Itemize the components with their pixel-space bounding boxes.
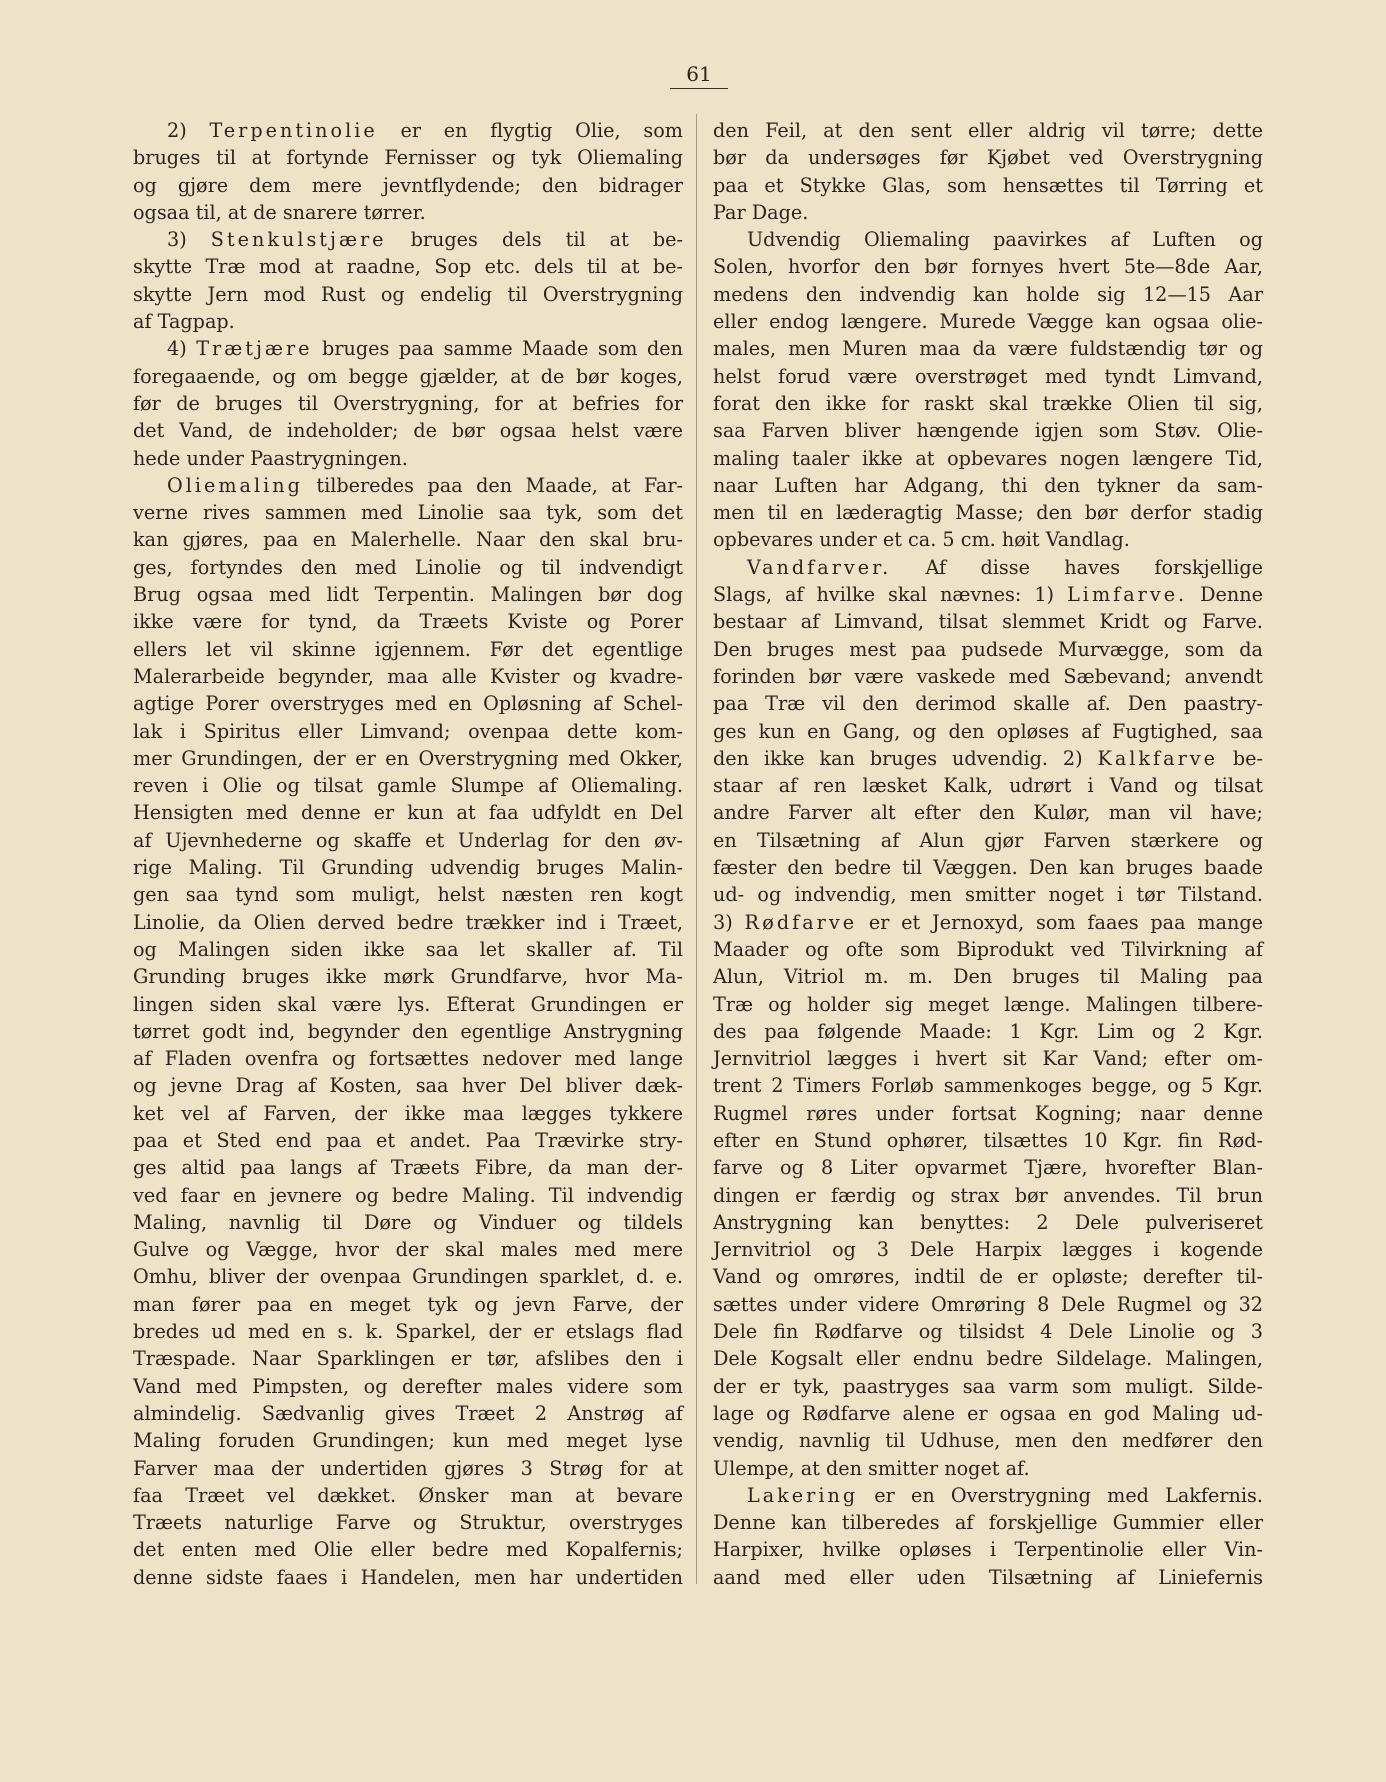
text-line: Farver maa der undertiden gjøres 3 Strøg for at bbox=[133, 1456, 683, 1480]
text-line: bør da undersøges før Kjøbet ved Overstrygning bbox=[713, 146, 1263, 170]
text-line: helst forud være overstrøget med tyndt Limvand, bbox=[713, 364, 1263, 388]
text-line: forat den ikke for raskt skal trække Olien til sig, bbox=[713, 391, 1263, 415]
text-line: Anstrygning kan benyttes: 2 Dele pulveriseret bbox=[713, 1210, 1263, 1234]
text-line: trent 2 Timers Forløb sammenkoges begge, og 5 Kgr. bbox=[713, 1074, 1263, 1098]
text-line: tørret godt ind, begynder den egentlige Anstrygning bbox=[133, 1019, 683, 1043]
text-line: Hensigten med denne er kun at faa udfyldt en Del bbox=[133, 801, 683, 825]
text-line: før de bruges til Overstrygning, for at befries for bbox=[133, 391, 683, 415]
text-line: Brug ogsaa med lidt Terpentin. Malingen bør dog bbox=[133, 583, 683, 607]
spaced-term: Stenkulstjære bbox=[210, 228, 387, 252]
left-column bbox=[133, 117, 683, 1591]
text-line: af Tagpap. bbox=[133, 310, 235, 334]
text-line: Linolie, da Olien derved bedre trækker ind i Træet, bbox=[133, 910, 683, 934]
text-line: fæster den bedre til Væggen. Den kan bruges baade bbox=[713, 856, 1263, 880]
column-divider bbox=[696, 114, 697, 1584]
text-line: faa Træet vel dækket. Ønsker man at bevare bbox=[133, 1483, 683, 1507]
text-line: Vand med Pimpsten, og derefter males videre som bbox=[133, 1374, 683, 1398]
text-line: ikke være for tynd, da Træets Kviste og Porer bbox=[133, 610, 683, 634]
text-line: Oliemaling tilberedes paa den Maade, at Far- bbox=[167, 473, 683, 497]
text-line: ellers let vil skinne igjennem. Før det egentlige bbox=[133, 637, 683, 661]
text-line: des paa følgende Maade: 1 Kgr. Lim og 2 Kgr. bbox=[713, 1019, 1263, 1043]
text-line: dingen er færdig og strax bør anvendes. Til brun bbox=[713, 1183, 1263, 1207]
text-line: Par Dage. bbox=[713, 200, 809, 224]
text-line: hede under Paastrygningen. bbox=[133, 446, 408, 470]
text-line: Ulempe, at den smitter noget af. bbox=[713, 1456, 1030, 1480]
text-line: 2) Terpentinolie er en flygtig Olie, som bbox=[167, 119, 683, 142]
text-line: skytte Træ mod at raadne, Sop etc. dels til at be- bbox=[133, 255, 683, 279]
text-line: Træ og holder sig meget længe. Malingen tilbere- bbox=[713, 992, 1263, 1016]
text-line: Grunding bruges ikke mørk Grundfarve, hvor Ma- bbox=[133, 965, 683, 989]
text-line: Harpixer, hvilke opløses i Terpentinolie eller Vin- bbox=[713, 1538, 1263, 1562]
text-line: og jevne Drag af Kosten, saa hver Del bliver dæk- bbox=[133, 1074, 683, 1098]
text-line: Malerarbeide begynder, maa alle Kvister og kvadre- bbox=[133, 664, 683, 688]
text-line: Maling, navnlig til Døre og Vinduer og tildels bbox=[133, 1210, 683, 1234]
text-line: denne sidste faaes i Handelen, men har undertiden bbox=[133, 1565, 683, 1589]
text-line: og Malingen siden ikke saa let skaller af. Til bbox=[133, 937, 683, 961]
text-line: almindelig. Sædvanlig gives Træet 2 Anstrøg af bbox=[133, 1401, 683, 1425]
text-line: Dele Kogsalt eller endnu bedre Sildelage. Malingen, bbox=[713, 1347, 1263, 1371]
text-line: saa Farven bliver hængende igjen som Støv. Olie- bbox=[713, 419, 1263, 443]
text-line: ved faar en jevnere og bedre Maling. Til indvendig bbox=[133, 1183, 683, 1207]
text-line: bruges til at fortynde Fernisser og tyk Oliemaling bbox=[133, 146, 683, 170]
spaced-term: Terpentinolie bbox=[209, 119, 378, 142]
text-line: kan gjøres, paa en Malerhelle. Naar den skal bru- bbox=[133, 528, 683, 552]
text-line: paa et Stykke Glas, som hensættes til Tørring et bbox=[713, 173, 1263, 197]
text-line: efter en Stund ophører, tilsættes 10 Kgr. fin Rød- bbox=[713, 1128, 1263, 1152]
text-line: ogsaa til, at de snarere tørrer. bbox=[133, 200, 426, 224]
text-line: ges kun en Gang, og den opløses af Fugtighed, saa bbox=[713, 719, 1263, 743]
text-line: opbevares under et ca. 5 cm. høit Vandlag. bbox=[713, 528, 1130, 552]
text-line: Udvendig Oliemaling paavirkes af Luften og bbox=[747, 228, 1263, 252]
text-line: og gjøre dem mere jevntflydende; den bidrager bbox=[133, 173, 683, 197]
text-line: foregaaende, og om begge gjælder, at de bør koges, bbox=[133, 364, 683, 388]
text-line: Maader og ofte som Biprodukt ved Tilvirkning af bbox=[713, 937, 1263, 961]
text-line: ket vel af Farven, der ikke maa lægges tykkere bbox=[133, 1101, 683, 1125]
text-line: man fører paa en meget tyk og jevn Farve, der bbox=[133, 1292, 683, 1316]
text-line: bredes ud med en s. k. Sparkel, der er etslags flad bbox=[133, 1320, 683, 1344]
text-line: det enten med Olie eller bedre med Kopalfernis; bbox=[133, 1538, 683, 1562]
text-line: Jernvitriol lægges i hvert sit Kar Vand; efter om- bbox=[713, 1047, 1263, 1071]
text-line: Slags, af hvilke skal nævnes: 1) Limfarve. Denne bbox=[713, 583, 1263, 607]
text-line: andre Farver alt efter den Kulør, man vil have; bbox=[713, 801, 1263, 825]
text-line: 3) Rødfarve er et Jernoxyd, som faaes paa mange bbox=[713, 910, 1263, 934]
text-line: Omhu, bliver der ovenpaa Grundingen sparklet, d. e. bbox=[133, 1265, 683, 1289]
text-line: Denne kan tilberedes af forskjellige Gummier eller bbox=[713, 1511, 1263, 1535]
text-line: ges, fortyndes den med Linolie og til indvendigt bbox=[133, 555, 683, 579]
text-line: af Fladen ovenfra og fortsættes nedover med lange bbox=[133, 1047, 683, 1071]
text-line: Jernvitriol og 3 Dele Harpix lægges i kogende bbox=[713, 1238, 1263, 1262]
text-line: lingen siden skal være lys. Efterat Grundingen er bbox=[133, 992, 683, 1016]
text-line: lak i Spiritus eller Limvand; ovenpaa dette kom- bbox=[133, 719, 683, 743]
text-line: Vandfarver. Af disse haves forskjellige bbox=[747, 555, 1263, 579]
text-line: der er tyk, paastryges saa varm som muligt. Silde- bbox=[713, 1374, 1263, 1398]
text-line: sættes under videre Omrøring 8 Dele Rugmel og 32 bbox=[713, 1292, 1263, 1316]
text-line: Rugmel røres under fortsat Kogning; naar denne bbox=[713, 1101, 1263, 1125]
text-line: farve og 8 Liter opvarmet Tjære, hvorefter Blan- bbox=[713, 1156, 1263, 1180]
spaced-term: Trætjære bbox=[196, 337, 313, 361]
text-line: ges altid paa langs af Træets Fibre, da man der- bbox=[133, 1156, 683, 1180]
text-line: aand med eller uden Tilsætning af Liniefernis bbox=[713, 1565, 1263, 1589]
text-line: den Feil, at den sent eller aldrig vil tørre; dette bbox=[713, 119, 1263, 142]
text-line: af Ujevnhederne og skaffe et Underlag for den øv- bbox=[133, 828, 683, 852]
page-number: 61 bbox=[670, 64, 728, 89]
text-line: Træets naturlige Farve og Struktur, overstryges bbox=[133, 1511, 683, 1535]
text-line: 4) Trætjære bruges paa samme Maade som den bbox=[167, 337, 683, 361]
text-line: verne rives sammen med Linolie saa tyk, som det bbox=[133, 501, 683, 525]
text-line: det Vand, de indeholder; de bør ogsaa helst være bbox=[133, 419, 683, 443]
spaced-term: Oliemaling bbox=[167, 473, 303, 497]
text-line: Solen, hvorfor den bør fornyes hvert 5te—8de Aar, bbox=[713, 255, 1263, 279]
text-line: medens den indvendig kan holde sig 12—15 Aar bbox=[713, 282, 1263, 306]
text-line: naar Luften har Adgang, thi den tykner da sam- bbox=[713, 473, 1263, 497]
text-line: Den bruges mest paa pudsede Murvægge, som da bbox=[713, 637, 1263, 661]
spaced-term: Vandfarver. bbox=[747, 555, 892, 579]
text-line: 3) Stenkulstjære bruges dels til at be- bbox=[167, 228, 684, 252]
text-line: men til en læderagtig Masse; den bør derfor stadig bbox=[713, 501, 1263, 525]
text-line: ud- og indvendig, men smitter noget i tør Tilstand. bbox=[713, 883, 1263, 907]
text-line: mer Grundingen, der er en Overstrygning med Okker, bbox=[133, 746, 683, 770]
spaced-term: Lakering bbox=[747, 1483, 859, 1507]
text-line: vendig, navnlig til Udhuse, men den medfører den bbox=[713, 1429, 1263, 1453]
text-line: reven i Olie og tilsat gamle Slumpe af Oliemaling. bbox=[133, 774, 683, 798]
text-line: en Tilsætning af Alun gjør Farven stærkere og bbox=[713, 828, 1263, 852]
right-column bbox=[713, 117, 1263, 1591]
text-line: gen saa tynd som muligt, helst næsten ren kogt bbox=[133, 883, 683, 907]
text-line: agtige Porer overstryges med en Opløsning af Schel- bbox=[133, 692, 683, 716]
text-line: paa et Sted end paa et andet. Paa Trævirke stry- bbox=[133, 1128, 683, 1152]
spaced-term: Rødfarve bbox=[744, 910, 858, 934]
text-line: Maling foruden Grundingen; kun med meget lyse bbox=[133, 1429, 683, 1453]
text-line: paa Træ vil den derimod skalle af. Den paastry- bbox=[713, 692, 1263, 716]
text-line: maling taaler ikke at opbevares nogen længere Tid, bbox=[713, 446, 1263, 470]
text-line: forinden bør være vaskede med Sæbevand; anvendt bbox=[713, 664, 1263, 688]
text-line: Alun, Vitriol m. m. Den bruges til Maling paa bbox=[713, 965, 1263, 989]
text-line: males, men Muren maa da være fuldstændig tør og bbox=[713, 337, 1263, 361]
text-line: skytte Jern mod Rust og endelig til Overstrygning bbox=[133, 282, 683, 306]
spaced-term: Limfarve. bbox=[1067, 583, 1188, 607]
text-line: Lakering er en Overstrygning med Lakfernis. bbox=[747, 1483, 1263, 1507]
text-line: Dele fin Rødfarve og tilsidst 4 Dele Linolie og 3 bbox=[713, 1320, 1263, 1344]
text-line: Vand og omrøres, indtil de er opløste; derefter til- bbox=[713, 1265, 1263, 1289]
text-line: bestaar af Limvand, tilsat slemmet Kridt og Farve. bbox=[713, 610, 1263, 634]
text-line: den ikke kan bruges udvendig. 2) Kalkfarve be- bbox=[713, 746, 1263, 770]
text-line: lage og Rødfarve alene er ogsaa en god Maling ud- bbox=[713, 1401, 1263, 1425]
text-line: Træspade. Naar Sparklingen er tør, afslibes den i bbox=[133, 1347, 683, 1371]
text-line: rige Maling. Til Grunding udvendig bruges Malin- bbox=[133, 856, 683, 880]
text-line: eller endog længere. Murede Vægge kan ogsaa olie- bbox=[713, 310, 1263, 334]
spaced-term: Kalkfarve bbox=[1097, 746, 1218, 770]
text-line: staar af ren læsket Kalk, udrørt i Vand og tilsat bbox=[713, 774, 1263, 798]
text-line: Gulve og Vægge, hvor der skal males med mere bbox=[133, 1238, 683, 1262]
